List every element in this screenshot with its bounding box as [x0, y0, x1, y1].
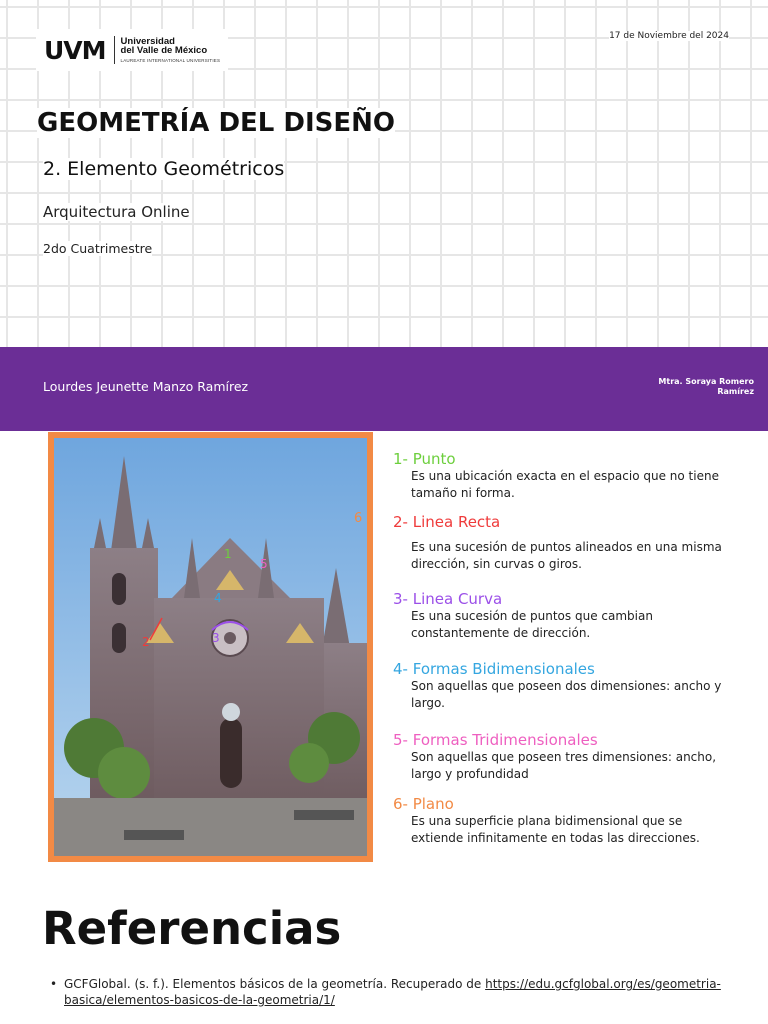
cathedral-photo — [54, 438, 367, 856]
list-item-formas-bidimensionales — [393, 660, 733, 713]
item-heading: 1- Punto — [393, 450, 456, 468]
references-title: Referencias — [42, 902, 342, 955]
cathedral-illustration — [54, 438, 367, 856]
tree-right-b — [289, 743, 329, 783]
student-name: Lourdes Jeunette Manzo Ramírez — [43, 379, 249, 394]
reference-text: GCFGlobal. (s. f.). Elementos básicos de la geometría. Recuperado de — [64, 977, 486, 991]
tree-left-b — [98, 747, 150, 799]
reference-item — [50, 976, 740, 1008]
list-item-punto — [393, 450, 733, 503]
left-tower-window-a — [112, 573, 126, 605]
item-description: Es una ubicación exacta en el espacio que no tiene tamaño ni forma. — [411, 469, 719, 501]
marker-5: 5 — [260, 557, 268, 571]
item-heading: 4- Formas Bidimensionales — [393, 660, 595, 678]
logo-mark: UVM — [44, 35, 106, 65]
cathedral-photo-frame — [48, 432, 373, 862]
program-name: Arquitectura Online — [43, 203, 190, 221]
item-heading: 6- Plano — [393, 795, 454, 813]
plaza — [54, 798, 367, 856]
logo-text — [115, 37, 221, 64]
uvm-logo — [36, 29, 228, 71]
logo-line-1: Universidad — [120, 35, 175, 47]
teacher-name-line-2: Ramírez — [717, 386, 754, 396]
list-item-linea-recta — [393, 513, 733, 574]
portal-arch-window — [222, 703, 240, 721]
references-list — [50, 976, 740, 1024]
left-tower-window-b — [112, 623, 126, 653]
document-date: 17 de Noviembre del 2024 — [609, 31, 729, 41]
author-band — [0, 347, 768, 431]
marker-1: 1 — [224, 547, 232, 561]
planter-right — [294, 810, 354, 820]
logo-line-3: LAUREATE INTERNATIONAL UNIVERSITIES — [120, 57, 221, 63]
rose-window-center — [224, 632, 236, 644]
teacher-name-line-1: Mtra. Soraya Romero — [658, 377, 754, 386]
marker-6: 6 — [354, 511, 363, 526]
marker-3: 3 — [212, 631, 220, 645]
marker-4: 4 — [214, 591, 222, 605]
main-portal — [220, 718, 242, 788]
logo-line-2: del Valle de México — [120, 45, 208, 57]
item-heading: 3- Linea Curva — [393, 590, 503, 608]
item-description: Es una sucesión de puntos que cambian constantemente de dirección. — [411, 609, 653, 641]
planter-left — [124, 830, 184, 840]
list-item-linea-curva — [393, 590, 733, 643]
term-label: 2do Cuatrimestre — [43, 241, 153, 256]
list-item-plano — [393, 795, 733, 848]
item-heading: 2- Linea Recta — [393, 513, 501, 531]
reference-link[interactable]: https://edu.gcfglobal.org/es/geometria-basica/elementos-basicos-de-la-geometria/1/ — [64, 977, 721, 1008]
list-item-formas-tridimensionales — [393, 731, 733, 784]
bullet-icon: • — [50, 977, 58, 991]
item-description: Es una superficie plana bidimensional que se extiende infinitamente en todas las direcciones. — [411, 814, 700, 846]
page-subtitle: 2. Elemento Geométricos — [43, 158, 285, 180]
marker-2: 2 — [142, 635, 150, 649]
page-title: GEOMETRÍA DEL DISEÑO — [37, 108, 396, 138]
item-description: Son aquellas que poseen dos dimensiones: ancho y largo. — [411, 679, 722, 711]
item-description: Son aquellas que poseen tres dimensiones: ancho, largo y profundidad — [411, 750, 717, 782]
item-description: Es una sucesión de puntos alineados en una misma dirección, sin curvas o giros. — [411, 540, 722, 572]
item-heading: 5- Formas Tridimensionales — [393, 731, 598, 749]
teacher-name — [634, 377, 754, 396]
